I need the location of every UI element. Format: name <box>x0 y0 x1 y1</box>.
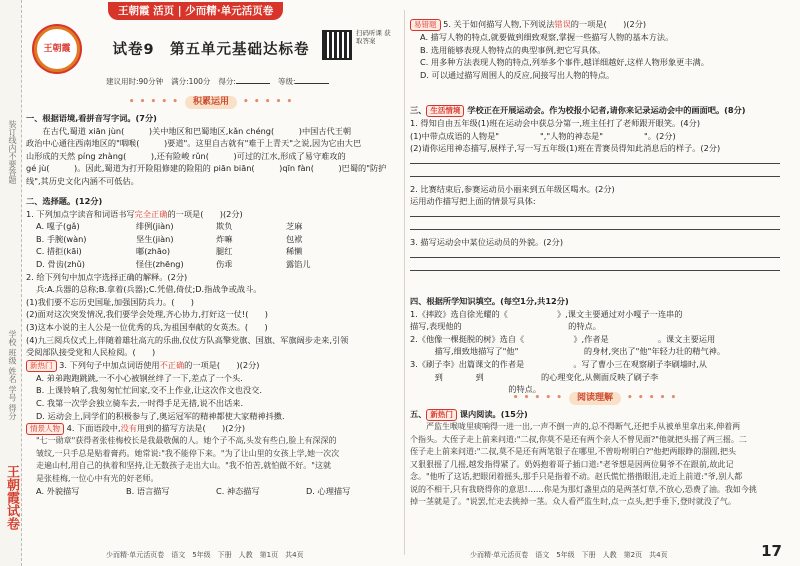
spine-brand: 王朝霞试卷 <box>4 465 19 530</box>
q2-3-option[interactable]: B. 上课铃响了,我匆匆忙忙回家,交不上作业,让这次作文也没交. <box>36 385 262 396</box>
q1-line: 在古代,蜀道 xiān jùn( )关中地区和巴蜀地区,kǎn chéng( )中国古代王朝 <box>26 125 352 136</box>
qr-caption: 扫码听课 获取答案 <box>356 29 391 45</box>
q2-4-option[interactable]: C. 神态描写 <box>216 486 260 497</box>
brand-logo: 王朝霞 <box>34 26 80 72</box>
page-number: 17 <box>761 542 782 561</box>
question-4 <box>410 295 780 396</box>
reading-passage: 严监生喉咙里痰响得一进一出,一声不倒一声的,总不得断气,还把手从被单里拿出来,伸着两 个指头。大侄子走上前来问道:"二叔,你莫不是还有两个亲人不曾见面?"他就把头摇了两三摇。二 侄子走上前来问道:"二叔,莫不是还有两笔银子在哪里,不曾吩咐明白?"他把两眼睁的溜圆,把头 又狠狠摇了几摇,越发指得紧了。奶妈抱着哥子插口道:"老爷想是因两位舅爷不在跟前,故此记 念。"他听了这话,把眼闭着摇头,那手只是指着不动。赵氏慌忙揩揩眼泪,走近上前道:"爷,别人都 说的不相干,只有我晓得你的意思!……你是为那灯盏里点的是两茎灯草,不放心,恐费了油。我如今挑 掉一茎就是了。"说罢,忙走去挑掉一茎。众人看严监生时,点一点头,把手垂下,登时就没了气。 <box>410 422 757 506</box>
q2-5-option[interactable]: C. 用多种方法表现人物的特点,列举多个事件,越详细越好,这样人物形象更丰满。 <box>420 57 709 68</box>
q4-line[interactable]: 到 到 的心理变化,从侧面反映了刷子李 <box>410 371 659 382</box>
hot-tag: 新热门 <box>426 409 457 421</box>
q4-line[interactable]: 描写,表现他的 的特点。 <box>410 321 601 332</box>
q2-2-item[interactable]: (2)面对这次突发情况,我们要学会处理,齐心协力,打好这一仗!( ) <box>26 309 268 320</box>
q2-2-item[interactable]: (4)九三阅兵仪式上,伴随着雄壮高亢的乐曲,仪仗方队高擎党旗、国旗、军旗阔步走来,引领 <box>26 334 349 345</box>
q4-line[interactable]: 的特点。 <box>410 384 542 395</box>
time-label: 建议用时:90分钟 <box>106 77 164 86</box>
q2-1-row[interactable]: D. 骨齿(zhǔ) 怪住(zhēng) 伤乖 露馅儿 <box>36 258 311 269</box>
q4-line[interactable]: 3.《刷子李》出篇课文的作者是 。写了曹小三在观察刷子李刷墙时,从 <box>410 358 707 369</box>
answer-line[interactable] <box>410 216 780 217</box>
q5-heading: 五、 新热门 课内阅读。(15分) <box>410 409 528 419</box>
q2-3-option[interactable]: C. 我第一次学会独立骑车去,一时得手足无措,说不出话来. <box>36 397 244 408</box>
q2-5-option[interactable]: B. 选用能够表现人物特点的典型事例,把它写具体。 <box>420 44 606 55</box>
question-2 <box>26 195 396 498</box>
q2-5-option[interactable]: D. 可以通过描写周围人的反应,间接写出人物的特点。 <box>420 69 615 80</box>
student-info-labels: 学校 班级 姓名 学号 得分 <box>8 330 17 421</box>
page-title: 试卷9 第五单元基础达标卷 <box>112 42 310 58</box>
q2-1-stem: 1. 下列加点字读音和词语书写完全正确的一项是( )(2分) <box>26 208 243 219</box>
q2-1-row[interactable]: B. 手腕(wàn) 坚生(jiàn) 炸嘛 包袱 <box>36 233 303 244</box>
q2-4-stem: 情景人物 4. 下面语段中,没有用到的描写方法是( )(2分) <box>26 422 396 435</box>
q4-line[interactable]: 1.《摔跤》选自徐光耀的《 》,课文主要通过对小嘎子一连串的 <box>410 308 683 319</box>
q2-2-def: 兵:A.兵器的总称;B.拿着(兵器);C.凭借,倚仗;D.指战争或战斗。 <box>36 284 262 295</box>
left-page <box>26 0 404 566</box>
q2-3-option[interactable]: A. 弟弟跑跑跳跳,一不小心被钢丝绊了一下,差点了一个头. <box>36 372 243 383</box>
q2-4-option[interactable]: D. 心理描写 <box>306 486 351 497</box>
grade-blank[interactable] <box>295 83 329 84</box>
q2-2-stem: 2. 给下列句中加点字选择正确的解释。(2分) <box>26 271 188 282</box>
top-brand-bar <box>108 0 283 22</box>
answer-line[interactable] <box>410 229 780 230</box>
question-1 <box>26 112 396 188</box>
right-footer: 少而精·单元活页卷 语文 5年级 下册 人教 第2页 共4页 <box>470 551 668 560</box>
q1-line: gé jù( )。因此,蜀道为打开险阻修建的险阻的 piān biān( )qīn fàn( )巴蜀的"防护 <box>26 163 387 174</box>
q2-1-row[interactable]: C. 措拒(kāi) 嘟(zhāo) 腿红 稀懒 <box>36 246 303 257</box>
right-page <box>410 0 792 566</box>
got-blank[interactable] <box>236 83 270 84</box>
score-label: 满分:100分 <box>171 77 211 86</box>
section-bar-accumulate: • • • • • 积累运用 • • • • • <box>128 97 294 107</box>
error-prone-tag: 易错题 <box>410 19 441 31</box>
qr-code[interactable] <box>322 30 352 60</box>
q2-5-stem: 易错题 5. 关于如何描写人物,下列说法错误的一项是( )(2分) <box>410 18 780 31</box>
q2-4-option[interactable]: A. 外貌描写 <box>36 486 80 497</box>
answer-line[interactable] <box>410 176 780 177</box>
q3-item[interactable]: (1)中带点成语的人物是" ","人物的神态是" "。(2分) <box>410 130 676 141</box>
q1-line: 政治中心通往西南地区的"咽喉( )要道"。这里自古就有"难于上青天"之说,因为它由大巴 <box>26 138 362 149</box>
q2-heading: 二、选择题。(12分) <box>26 196 103 206</box>
q2-4-option[interactable]: B. 语言描写 <box>126 486 170 497</box>
question-3 <box>410 104 780 271</box>
life-scene-tag: 生活情境 <box>426 105 464 117</box>
q3-item: (2)请你运用神态描写,展样子,写一写五年级(1)班在青赛员得知此消息后的样子。(2分) <box>410 143 721 154</box>
page-divider <box>404 10 405 555</box>
q3-item: 运用动作描写把上面的情景写具体: <box>410 196 536 207</box>
q3-item: 3. 描写运动会中某位运动员的外貌。(2分) <box>410 236 564 247</box>
answer-line[interactable] <box>410 270 780 271</box>
q2-1-row[interactable]: A. 嘎子(gǎ) 绯例(jiàn) 欺负 芝麻 <box>36 221 303 232</box>
q2-3-option[interactable]: D. 运动会上,同学们的积极参与了,奥运冠军的精神都使大家精神抖擞. <box>36 410 285 421</box>
grade-label: 等级: <box>277 77 296 86</box>
answer-line[interactable] <box>410 163 780 164</box>
q2-4-options <box>26 485 396 498</box>
q3-item: 1. 得知自由五年级(1)班在运动会中获总分第一,班主任打了老师跟开眼笑。(4分) <box>410 118 701 128</box>
q3-item: 2. 比赛结束后,参赛运动员小丽来到五年级区喝水。(2分) <box>410 183 615 194</box>
binding-hint: 装订线内不要答题 <box>8 120 17 184</box>
question-5 <box>410 408 780 509</box>
hot-tag: 新热门 <box>26 360 57 372</box>
q1-heading: 一、根据语境,看拼音写字词。(7分) <box>26 113 157 123</box>
q2-4-passage: "七一勋章"获得者张桂梅校长是我最敬佩的人。她个子不高,头发有些白,脸上有深深的 皱纹,一只手总是贴着膏药。她常说:"我不能停下来。"为了让山里的女孩上学,她一次次 走遍山村,用自己的执着和坚持,让无数孩子走出大山。"我不怕苦,就怕做不好。"这就 是张桂梅,一位心中有光的好老师。 <box>36 436 340 483</box>
q4-line[interactable]: 2.《他像一棵挺脱的树》选自《 》,作者是 。课文主要运用 <box>410 333 716 344</box>
brand-tag: 王朝霞 活页 | 少而精·单元活页卷 <box>108 2 283 21</box>
q1-line: 山形成的天然 píng zhàng( ),还有险峻 rǔn( )可过的江水,形成了易守难攻的 <box>26 150 346 161</box>
scene-tag: 情景人物 <box>26 423 64 435</box>
question-2-5 <box>410 18 780 81</box>
q2-2-item[interactable]: (1)我们要不忘历史国耻,加强国防兵力。( ) <box>26 296 194 307</box>
left-footer: 少而精·单元活页卷 语文 5年级 下册 人教 第1页 共4页 <box>106 551 304 560</box>
q2-2-item[interactable]: 受阅部队接受党和人民检阅。( ) <box>26 347 156 358</box>
section-bar-reading: • • • • • 阅读理解 • • • • • <box>512 393 678 403</box>
exam-meta <box>106 76 396 89</box>
binding-spine <box>0 0 22 566</box>
q2-3-stem: 新热门 3. 下列句子中加点词语使用不正确的一项是( )(2分) <box>26 359 396 372</box>
q2-2-item[interactable]: (3)这本小说的主人公是一位优秀的兵,为祖国奉献的女英杰。( ) <box>26 321 268 332</box>
q1-line: 线",其历史文化内涵不可低估。 <box>26 175 139 186</box>
q4-line[interactable]: 描写,细致地描写了"他" 的身材,突出了"他"年轻力壮的精气神。 <box>410 346 726 357</box>
q4-heading: 四、根据所学知识填空。(每空1分,共12分) <box>410 296 569 306</box>
answer-line[interactable] <box>410 257 780 258</box>
got-label: 得分: <box>218 77 236 86</box>
q2-5-option[interactable]: A. 描写人物的特点,就要做到细致观察,掌握一些描写人物的基本方法。 <box>420 32 674 42</box>
q3-heading: 三、 生活情境 学校正在开展运动会。作为校报小记者,请你来记录运动会中的画面吧。(8分) <box>410 105 746 115</box>
